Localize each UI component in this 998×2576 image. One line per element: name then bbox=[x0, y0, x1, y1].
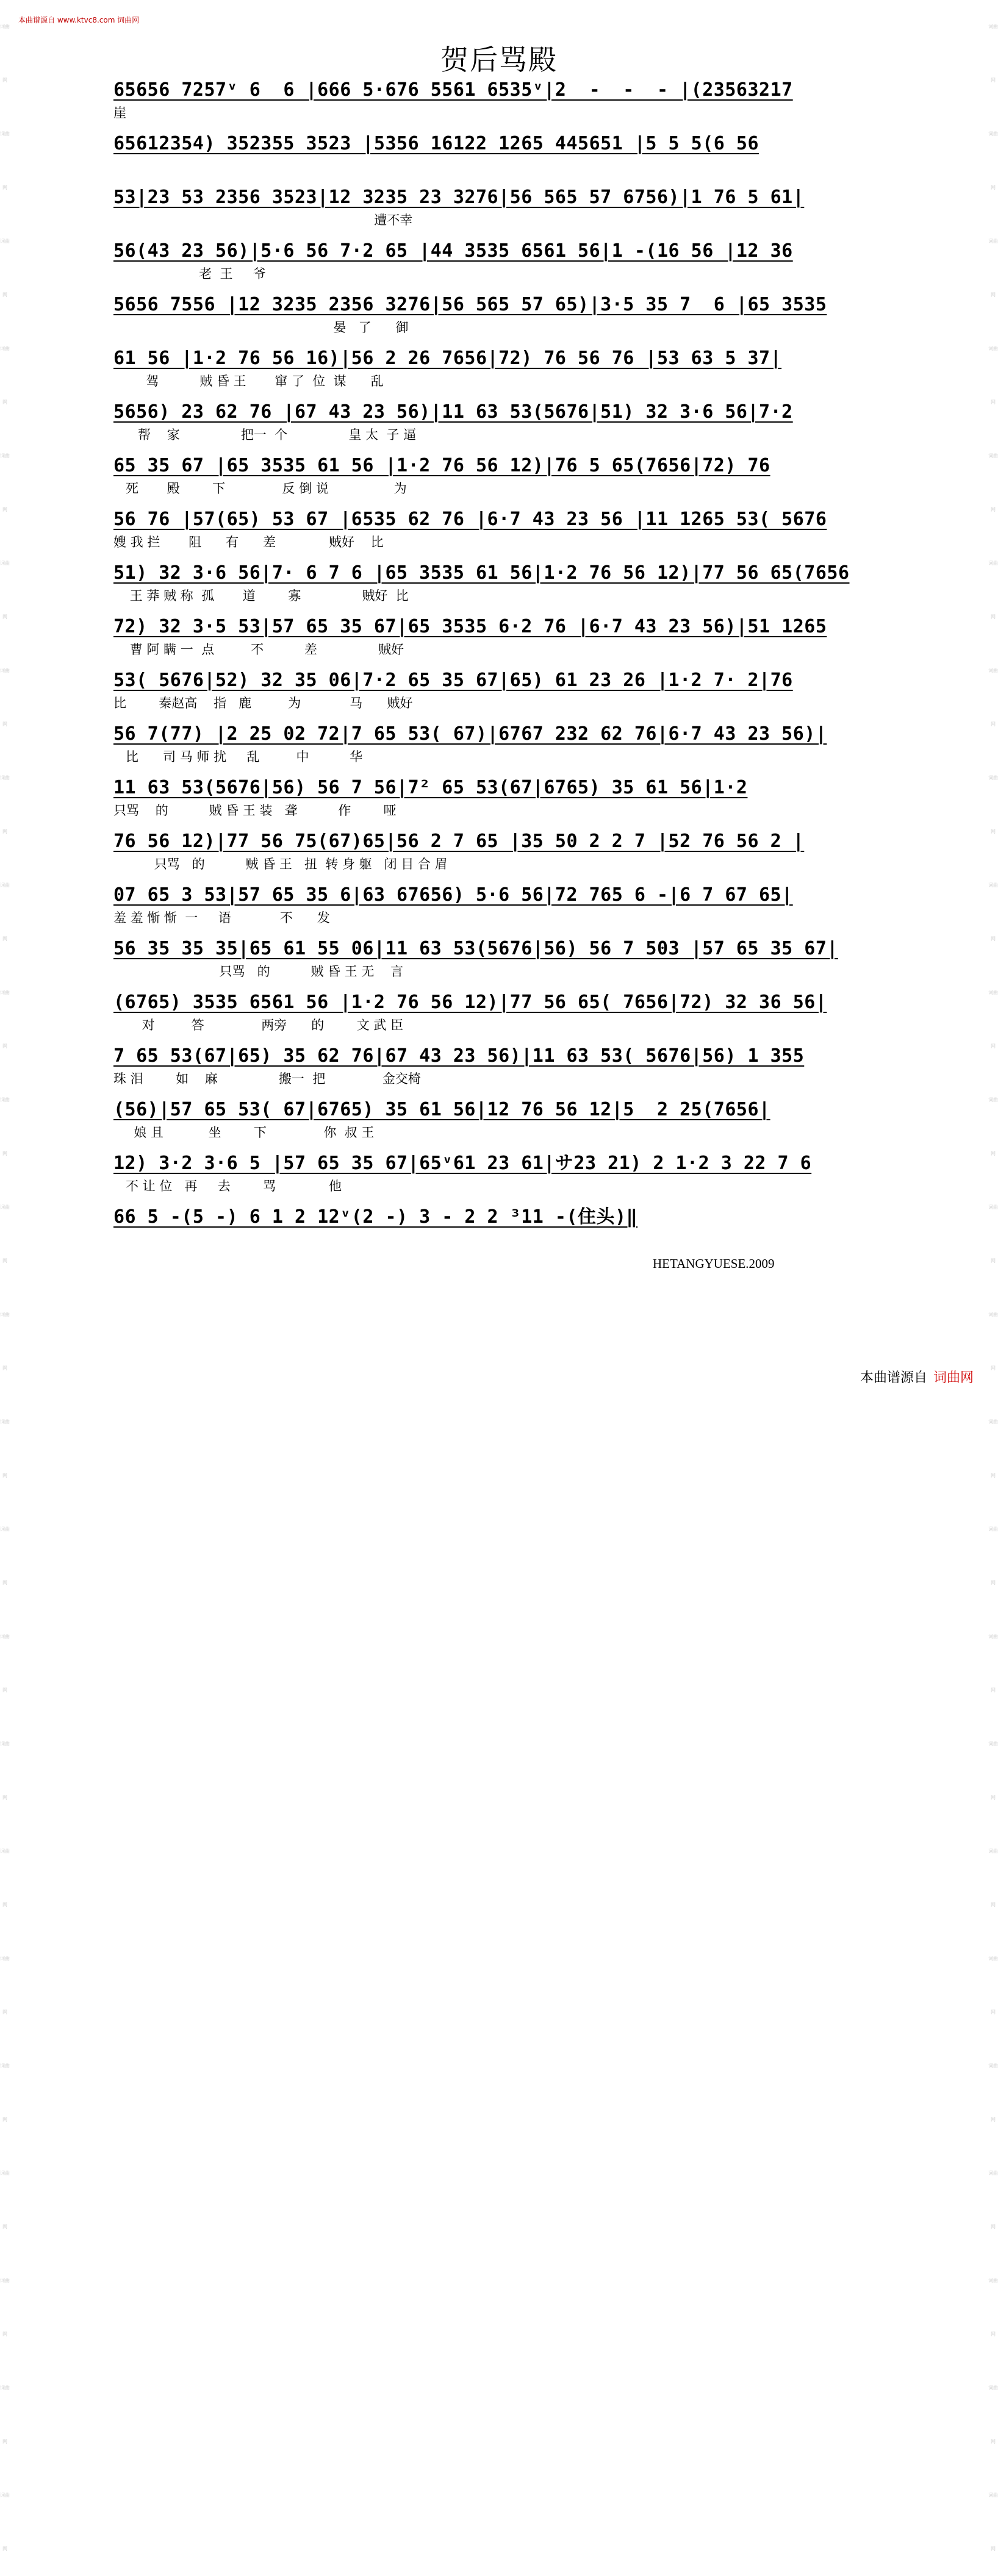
lyrics-row: 对 答 两旁 的 文 武 臣 bbox=[113, 1018, 404, 1032]
score-line bbox=[113, 131, 888, 184]
notation-row: 53( 5676|52) 32 35 06|7·2 65 35 67|65) 61 23 26 |1·2 7· 2|76 bbox=[113, 670, 793, 691]
lyrics-row: 死 殿 下 反 倒 说 为 bbox=[113, 481, 407, 496]
score-line bbox=[113, 614, 888, 667]
score-line bbox=[113, 828, 888, 882]
notation-row: 5656 7556 |12 3235 2356 3276|56 565 57 65)|3·5 35 7 6 |65 3535 bbox=[113, 294, 827, 315]
notation-row: 72) 32 3·5 53|57 65 35 67|65 3535 6·2 76 |6·7 43 23 56)|51 1265 bbox=[113, 616, 827, 637]
lyrics-row: 娘 且 坐 下 你 叔 王 bbox=[113, 1125, 375, 1140]
score-line-final bbox=[113, 1204, 888, 1258]
score-line bbox=[113, 721, 888, 775]
score-line bbox=[113, 1097, 888, 1150]
score-line bbox=[113, 882, 888, 936]
score-line bbox=[113, 453, 888, 506]
lyrics-row: 驾 贼 昏 王 窜 了 位 谋 乱 bbox=[113, 374, 384, 388]
footer-site-link[interactable]: 词曲网 bbox=[933, 1370, 974, 1386]
lyrics-row: 比 秦赵高 指 鹿 为 马 贼好 bbox=[113, 696, 413, 710]
footer-source-label: 本曲谱源自 bbox=[860, 1370, 927, 1386]
score-line bbox=[113, 184, 888, 238]
lyrics-row: 只骂 的 贼 昏 王 扭 转 身 躯 闭 目 合 眉 bbox=[113, 857, 448, 871]
notation-row: 56(43 23 56)|5·6 56 7·2 65 |44 3535 6561 56|1 -(16 56 |12 36 bbox=[113, 240, 793, 262]
notation-row: 61 56 |1·2 76 56 16)|56 2 26 7656|72) 76 56 76 |53 63 5 37| bbox=[113, 348, 782, 369]
score-line bbox=[113, 506, 888, 560]
score-line bbox=[113, 775, 888, 828]
lyrics-row: 只骂 的 贼 昏 王 无 言 bbox=[113, 964, 404, 979]
notation-row: 07 65 3 53|57 65 35 6|63 67656) 5·6 56|72 765 6 -|6 7 67 65| bbox=[113, 884, 793, 906]
lyrics-row: 崖 bbox=[113, 106, 126, 120]
lyrics-row: 帮 家 把一 个 皇 太 子 逼 bbox=[113, 428, 417, 442]
lyrics-row: 只骂 的 贼 昏 王 装 聋 作 哑 bbox=[113, 803, 397, 818]
score-line bbox=[113, 77, 888, 131]
page-title: 贺后骂殿 bbox=[440, 43, 558, 76]
lyrics-row: 遭不幸 bbox=[113, 213, 413, 227]
notation-row: 53|23 53 2356 3523|12 3235 23 3276|56 565 57 6756)|1 76 5 61| bbox=[113, 187, 805, 208]
header-source-note: 本曲谱源自 www.ktvc8.com 词曲网 bbox=[18, 16, 140, 24]
score-line bbox=[113, 560, 888, 614]
lyrics-row: 王 莽 贼 称 孤 道 寡 贼好 比 bbox=[113, 589, 409, 603]
score-line bbox=[113, 292, 888, 345]
notation-row: (56)|57 65 53( 67|6765) 35 61 56|12 76 56 12|5 2 25(7656| bbox=[113, 1099, 770, 1120]
arranger-credit: HETANGYUESE.2009 bbox=[653, 1256, 775, 1271]
lyrics-row: 晏 了 御 bbox=[113, 320, 409, 335]
notation-row: (6765) 3535 6561 56 |1·2 76 56 12)|77 56 65( 7656|72) 32 36 56| bbox=[113, 992, 827, 1013]
score-line bbox=[113, 399, 888, 453]
score-line bbox=[113, 345, 888, 399]
score-line bbox=[113, 1043, 888, 1097]
notation-row: 65 35 67 |65 3535 61 56 |1·2 76 56 12)|76 5 65(7656|72) 76 bbox=[113, 455, 770, 476]
lyrics-row: 比 司 马 师 扰 乱 中 华 bbox=[113, 750, 363, 764]
notation-row: 56 7(77) |2 25 02 72|7 65 53( 67)|6767 232 62 76|6·7 43 23 56)| bbox=[113, 723, 827, 745]
lyrics-row: 嫂 我 拦 阻 有 差 贼好 比 bbox=[113, 535, 384, 549]
notation-row: 56 76 |57(65) 53 67 |6535 62 76 |6·7 43 23 56 |11 1265 53( 5676 bbox=[113, 509, 827, 530]
lyrics-row: 曹 阿 瞒 一 点 不 差 贼好 bbox=[113, 642, 404, 657]
score-line bbox=[113, 1150, 888, 1204]
score-body bbox=[113, 77, 888, 1258]
lyrics-row: 不 让 位 再 去 骂 他 bbox=[113, 1179, 342, 1193]
lyrics-row: 羞 羞 惭 惭 一 语 不 发 bbox=[113, 911, 330, 925]
notation-row: 11 63 53(5676|56) 56 7 56|7² 65 53(67|6765) 35 61 56|1·2 bbox=[113, 777, 748, 798]
notation-row: 56 35 35 35|65 61 55 06|11 63 53(5676|56) 56 7 503 |57 65 35 67| bbox=[113, 938, 838, 959]
left-watermark-strip: 词曲网 词曲网 词曲网 词曲网 词曲网 词曲网 词曲网 词曲网 词曲网 词曲网 词曲网 词曲网 词曲网 词曲网 词曲网 词曲网 词曲网 词曲网 词曲网 词曲网 词曲网 词曲网 词曲网 词曲网 bbox=[0, 24, 10, 2552]
score-line bbox=[113, 667, 888, 721]
notation-row: 65612354) 352355 3523 |5356 16122 1265 445651 |5 5 5(6 56 bbox=[113, 133, 759, 154]
score-line bbox=[113, 238, 888, 292]
notation-row: 65656 7257ᵛ 6 6 |666 5·676 5561 6535ᵛ|2 - - - |(23563217 bbox=[113, 79, 793, 101]
footer bbox=[860, 1367, 974, 1386]
score-line bbox=[113, 936, 888, 989]
notation-row: 66 5 -(5 -) 6 1 2 12ᵛ(2 -) 3 - 2 2 ³11 -(住头)‖ bbox=[113, 1206, 638, 1228]
lyrics-row: 老 王 爷 bbox=[113, 267, 266, 281]
right-watermark-strip: 词曲网 词曲网 词曲网 词曲网 词曲网 词曲网 词曲网 词曲网 词曲网 词曲网 词曲网 词曲网 词曲网 词曲网 词曲网 词曲网 词曲网 词曲网 词曲网 词曲网 词曲网 词曲网 词曲网 词曲网 bbox=[988, 24, 998, 2552]
notation-row: 76 56 12)|77 56 75(67)65|56 2 7 65 |35 50 2 2 7 |52 76 56 2 | bbox=[113, 831, 805, 852]
notation-row: 7 65 53(67|65) 35 62 76|67 43 23 56)|11 63 53( 5676|56) 1 355 bbox=[113, 1045, 805, 1067]
notation-row: 5656) 23 62 76 |67 43 23 56)|11 63 53(5676|51) 32 3·6 56|7·2 bbox=[113, 401, 793, 423]
notation-row: 12) 3·2 3·6 5 |57 65 35 67|65ᵛ61 23 61|サ23 21) 2 1·2 3 22 7 6 bbox=[113, 1153, 812, 1174]
lyrics-row: 珠 泪 如 麻 搬一 把 金交椅 bbox=[113, 1072, 421, 1086]
score-line bbox=[113, 989, 888, 1043]
notation-row: 51) 32 3·6 56|7· 6 7 6 |65 3535 61 56|1·2 76 56 12)|77 56 65(7656 bbox=[113, 562, 850, 584]
